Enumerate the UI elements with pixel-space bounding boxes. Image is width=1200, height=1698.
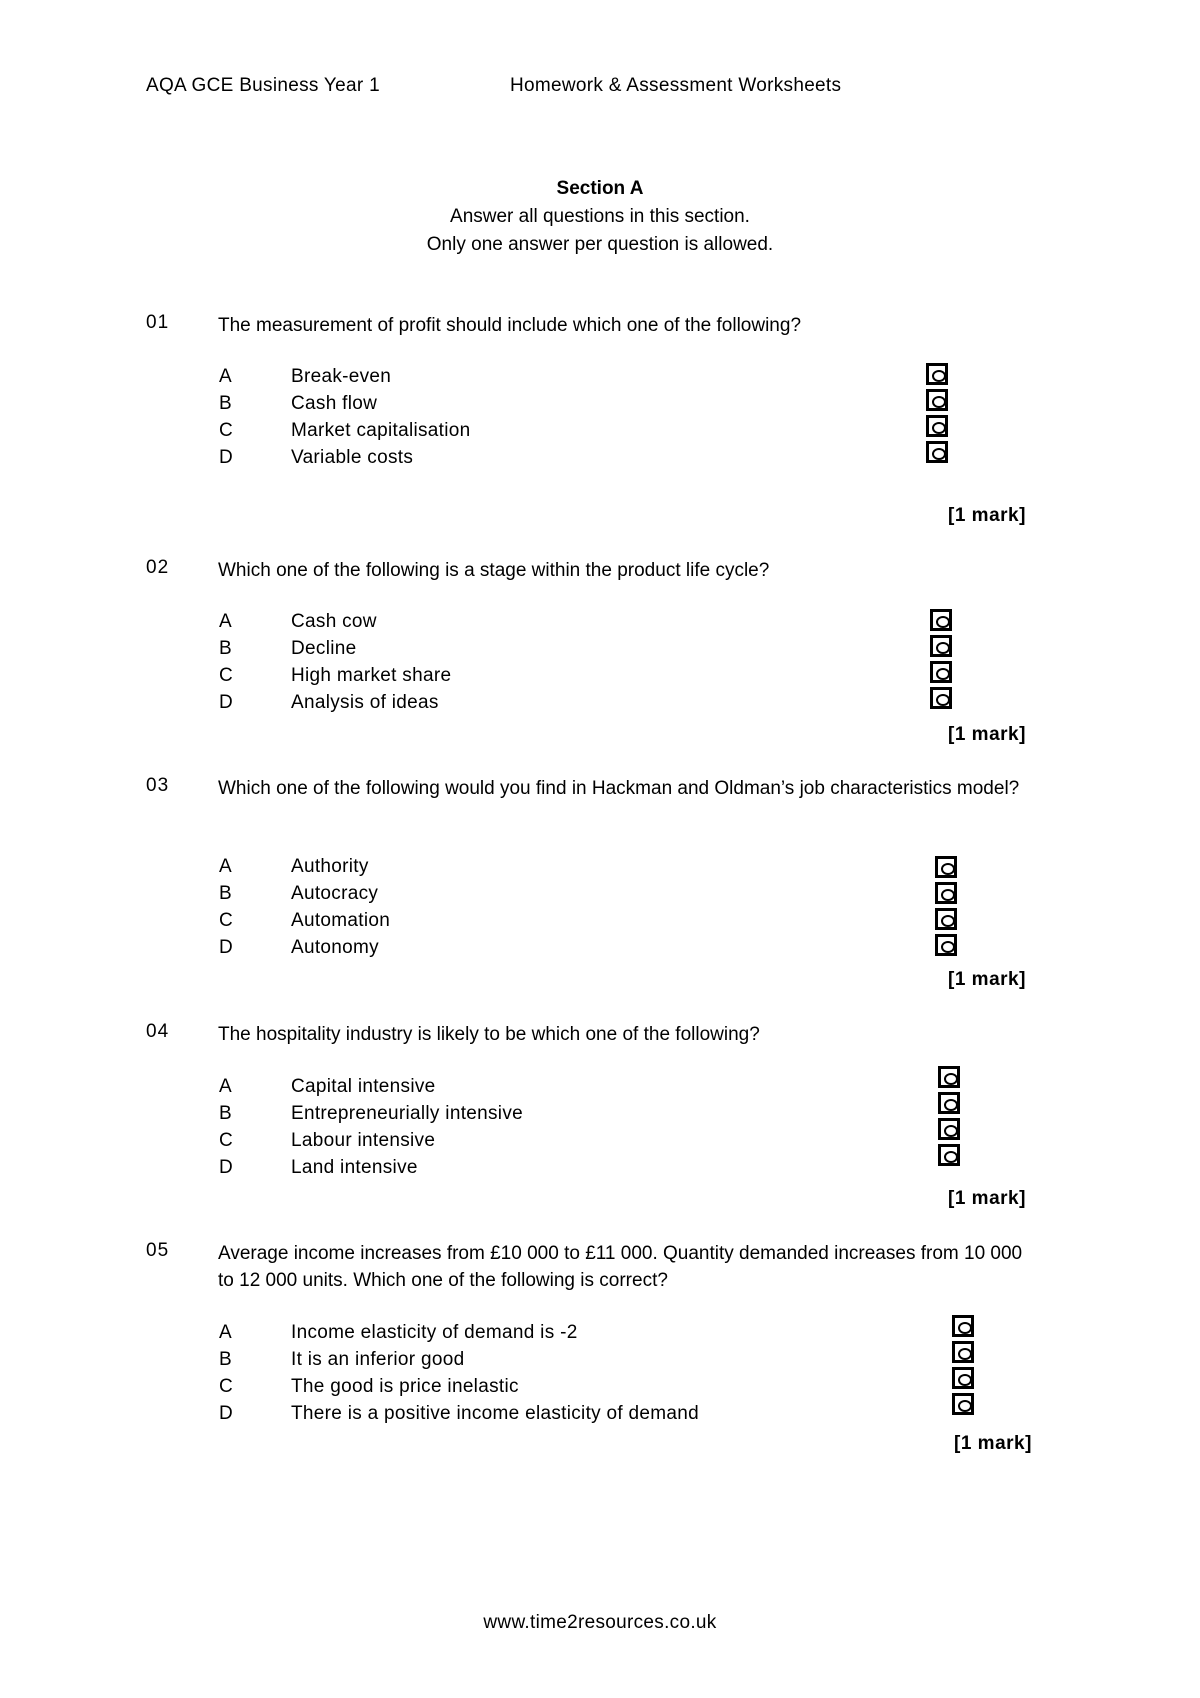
option-text: Land intensive: [291, 1157, 418, 1178]
answer-lozenge-02-d[interactable]: [930, 687, 952, 709]
question-05-marks: [1 mark]: [954, 1433, 1032, 1454]
document-header-title: Homework & Assessment Worksheets: [510, 75, 842, 96]
option-letter: D: [219, 692, 233, 713]
option-text: Autonomy: [291, 937, 379, 958]
option-row: [0, 611, 1200, 638]
option-row: [0, 1322, 1200, 1349]
option-row: [0, 1076, 1200, 1103]
answer-lozenge-01-b[interactable]: [926, 389, 948, 411]
answer-lozenge-03-c[interactable]: [935, 908, 957, 930]
answer-lozenge-01-a[interactable]: [926, 363, 948, 385]
answer-lozenge-05-b[interactable]: [952, 1341, 974, 1363]
option-row: [0, 1349, 1200, 1376]
option-row: [0, 665, 1200, 692]
question-number: 02: [146, 557, 170, 578]
option-row: [0, 366, 1200, 393]
option-letter: A: [219, 1322, 232, 1343]
option-letter: C: [219, 665, 233, 686]
question-number: 04: [146, 1021, 170, 1042]
document-header-course: AQA GCE Business Year 1: [146, 75, 380, 96]
option-row: [0, 692, 1200, 719]
option-text: It is an inferior good: [291, 1349, 465, 1370]
option-text: High market share: [291, 665, 452, 686]
answer-lozenge-04-d[interactable]: [938, 1144, 960, 1166]
option-text: Labour intensive: [291, 1130, 436, 1151]
option-text: Market capitalisation: [291, 420, 471, 441]
option-text: Income elasticity of demand is -2: [291, 1322, 578, 1343]
question-03-marks: [1 mark]: [948, 969, 1026, 990]
answer-lozenge-02-a[interactable]: [930, 609, 952, 631]
question-04-marks: [1 mark]: [948, 1188, 1026, 1209]
answer-lozenge-03-b[interactable]: [935, 882, 957, 904]
section-heading-block: [0, 175, 1200, 259]
option-row: [0, 937, 1200, 964]
answer-lozenge-05-a[interactable]: [952, 1315, 974, 1337]
answer-lozenge-04-c[interactable]: [938, 1118, 960, 1140]
option-text: Automation: [291, 910, 391, 931]
option-row: [0, 1157, 1200, 1184]
option-row: [0, 447, 1200, 474]
option-letter: C: [219, 910, 233, 931]
option-letter: A: [219, 1076, 232, 1097]
answer-lozenge-01-c[interactable]: [926, 415, 948, 437]
option-letter: C: [219, 420, 233, 441]
question-text: Average income increases from £10 000 to £11 000. Quantity demanded increases from 10 000 to 12 000 units. Which one of the following is correct?: [218, 1243, 1023, 1291]
question-text: The measurement of profit should include which one of the following?: [218, 315, 802, 336]
answer-lozenge-04-a[interactable]: [938, 1066, 960, 1088]
option-letter: A: [219, 856, 232, 877]
option-row: [0, 910, 1200, 937]
answer-lozenge-02-c[interactable]: [930, 661, 952, 683]
question-number: 03: [146, 775, 170, 796]
option-letter: A: [219, 611, 232, 632]
option-text: Entrepreneurially intensive: [291, 1103, 523, 1124]
option-text: Variable costs: [291, 447, 414, 468]
footer-url: www.time2resources.co.uk: [483, 1612, 717, 1633]
option-text: Capital intensive: [291, 1076, 436, 1097]
answer-lozenge-04-b[interactable]: [938, 1092, 960, 1114]
option-row: [0, 856, 1200, 883]
question-02-marks: [1 mark]: [948, 724, 1026, 745]
question-text: Which one of the following is a stage within the product life cycle?: [218, 560, 770, 581]
section-instruction-all: Answer all questions in this section.: [450, 206, 750, 227]
option-text: Cash cow: [291, 611, 377, 632]
answer-lozenge-02-b[interactable]: [930, 635, 952, 657]
question-01-marks: [1 mark]: [948, 505, 1026, 526]
question-number: 01: [146, 312, 170, 333]
option-row: [0, 420, 1200, 447]
option-text: Break-even: [291, 366, 392, 387]
option-letter: B: [219, 1103, 232, 1124]
option-row: [0, 883, 1200, 910]
question-number: 05: [146, 1240, 170, 1261]
answer-lozenge-03-a[interactable]: [935, 856, 957, 878]
option-text: Authority: [291, 856, 369, 877]
option-letter: D: [219, 1403, 233, 1424]
answer-lozenge-05-c[interactable]: [952, 1367, 974, 1389]
option-letter: C: [219, 1376, 233, 1397]
option-row: [0, 1130, 1200, 1157]
option-row: [0, 393, 1200, 420]
option-letter: B: [219, 1349, 232, 1370]
option-row: [0, 1376, 1200, 1403]
option-letter: D: [219, 937, 233, 958]
option-letter: D: [219, 1157, 233, 1178]
section-title: Section A: [556, 178, 644, 199]
option-letter: B: [219, 393, 232, 414]
option-text: Analysis of ideas: [291, 692, 439, 713]
option-text: There is a positive income elasticity of demand: [291, 1403, 700, 1424]
section-instruction-one: Only one answer per question is allowed.: [426, 234, 774, 255]
option-text: Cash flow: [291, 393, 378, 414]
option-letter: B: [219, 638, 232, 659]
answer-lozenge-03-d[interactable]: [935, 934, 957, 956]
question-text: The hospitality industry is likely to be which one of the following?: [218, 1024, 760, 1045]
answer-lozenge-01-d[interactable]: [926, 441, 948, 463]
option-row: [0, 638, 1200, 665]
option-row: [0, 1403, 1200, 1430]
question-text: Which one of the following would you find in Hackman and Oldman’s job characteristics model?: [218, 778, 1020, 799]
option-text: Decline: [291, 638, 357, 659]
answer-lozenge-05-d[interactable]: [952, 1393, 974, 1415]
option-letter: C: [219, 1130, 233, 1151]
option-text: Autocracy: [291, 883, 379, 904]
option-row: [0, 1103, 1200, 1130]
option-letter: D: [219, 447, 233, 468]
option-letter: A: [219, 366, 232, 387]
option-letter: B: [219, 883, 232, 904]
option-text: The good is price inelastic: [291, 1376, 519, 1397]
